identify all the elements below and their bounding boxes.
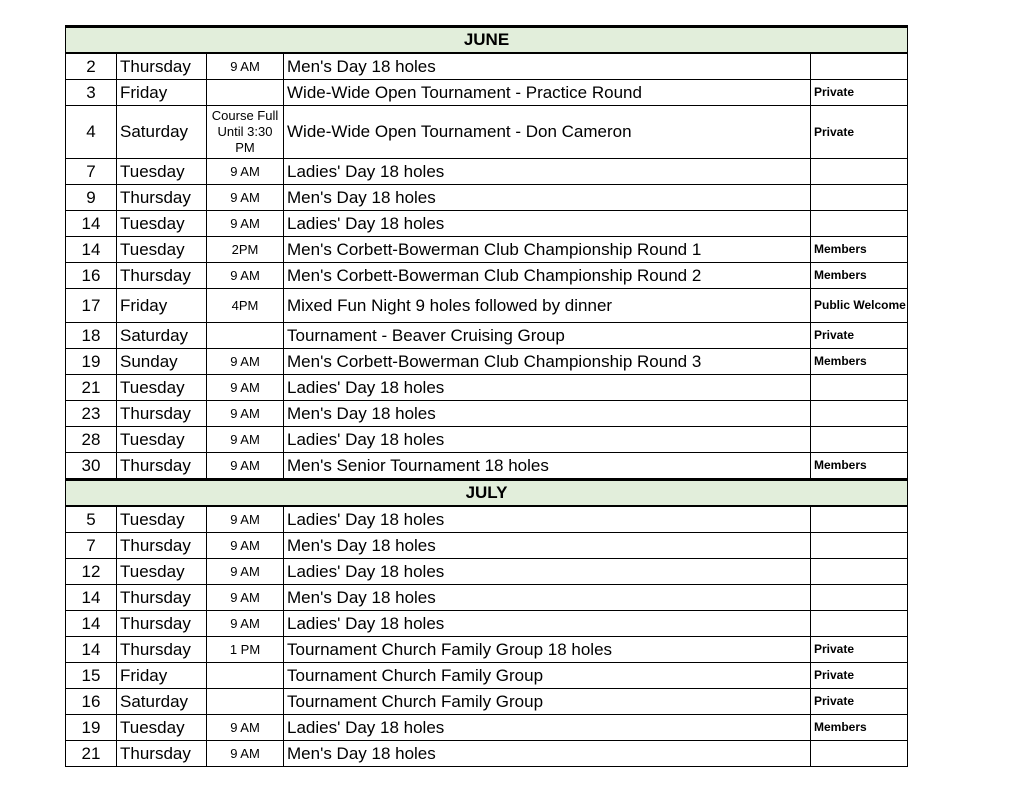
day-cell: 12 (66, 559, 117, 585)
time-cell: 9 AM (207, 401, 284, 427)
day-cell: 30 (66, 453, 117, 480)
status-cell: Private (811, 106, 908, 159)
time-cell: 9 AM (207, 533, 284, 559)
status-cell: Private (811, 637, 908, 663)
weekday-cell: Thursday (117, 53, 207, 80)
day-cell: 14 (66, 611, 117, 637)
event-cell: Men's Day 18 holes (284, 533, 811, 559)
event-cell: Men's Corbett-Bowerman Club Championship Round 1 (284, 237, 811, 263)
day-cell: 7 (66, 159, 117, 185)
weekday-cell: Friday (117, 289, 207, 323)
time-cell: 9 AM (207, 427, 284, 453)
weekday-cell: Tuesday (117, 427, 207, 453)
status-cell (811, 741, 908, 767)
time-cell: 9 AM (207, 506, 284, 533)
time-cell (207, 80, 284, 106)
day-cell: 14 (66, 237, 117, 263)
status-cell: Members (811, 349, 908, 375)
table-row (66, 611, 908, 637)
time-cell: 9 AM (207, 263, 284, 289)
weekday-cell: Sunday (117, 349, 207, 375)
table-row (66, 741, 908, 767)
status-cell: Private (811, 323, 908, 349)
time-cell: Course Full Until 3:30 PM (207, 106, 284, 159)
status-cell: Private (811, 689, 908, 715)
table-row (66, 427, 908, 453)
time-cell: 9 AM (207, 53, 284, 80)
time-cell: 1 PM (207, 637, 284, 663)
time-cell: 4PM (207, 289, 284, 323)
time-cell: 9 AM (207, 375, 284, 401)
time-cell (207, 689, 284, 715)
time-cell: 2PM (207, 237, 284, 263)
table-row (66, 211, 908, 237)
time-cell: 9 AM (207, 585, 284, 611)
status-cell (811, 53, 908, 80)
day-cell: 7 (66, 533, 117, 559)
status-cell: Members (811, 453, 908, 480)
weekday-cell: Tuesday (117, 559, 207, 585)
event-cell: Men's Day 18 holes (284, 741, 811, 767)
table-row (66, 323, 908, 349)
event-cell: Tournament - Beaver Cruising Group (284, 323, 811, 349)
weekday-cell: Thursday (117, 611, 207, 637)
event-cell: Men's Day 18 holes (284, 401, 811, 427)
time-cell: 9 AM (207, 559, 284, 585)
day-cell: 14 (66, 585, 117, 611)
table-row (66, 453, 908, 480)
event-schedule-table (65, 25, 908, 767)
day-cell: 15 (66, 663, 117, 689)
status-cell (811, 159, 908, 185)
day-cell: 17 (66, 289, 117, 323)
weekday-cell: Tuesday (117, 211, 207, 237)
month-header: JUNE (66, 27, 908, 54)
day-cell: 19 (66, 715, 117, 741)
table-row (66, 715, 908, 741)
table-row (66, 263, 908, 289)
day-cell: 21 (66, 375, 117, 401)
time-cell: 9 AM (207, 715, 284, 741)
time-cell: 9 AM (207, 185, 284, 211)
time-cell: 9 AM (207, 211, 284, 237)
status-cell (811, 533, 908, 559)
weekday-cell: Tuesday (117, 715, 207, 741)
status-cell (811, 506, 908, 533)
table-row (66, 289, 908, 323)
event-cell: Men's Senior Tournament 18 holes (284, 453, 811, 480)
weekday-cell: Thursday (117, 453, 207, 480)
time-cell (207, 663, 284, 689)
schedule-body (66, 27, 908, 767)
weekday-cell: Thursday (117, 185, 207, 211)
event-cell: Men's Day 18 holes (284, 53, 811, 80)
event-cell: Men's Day 18 holes (284, 185, 811, 211)
weekday-cell: Friday (117, 663, 207, 689)
status-cell (811, 185, 908, 211)
weekday-cell: Tuesday (117, 375, 207, 401)
day-cell: 9 (66, 185, 117, 211)
event-cell: Ladies' Day 18 holes (284, 559, 811, 585)
weekday-cell: Thursday (117, 533, 207, 559)
status-cell (811, 611, 908, 637)
status-cell: Public Welcome (811, 289, 908, 323)
event-cell: Tournament Church Family Group 18 holes (284, 637, 811, 663)
weekday-cell: Thursday (117, 637, 207, 663)
month-header-row (66, 27, 908, 54)
time-cell: 9 AM (207, 741, 284, 767)
status-cell: Members (811, 263, 908, 289)
table-row (66, 106, 908, 159)
day-cell: 4 (66, 106, 117, 159)
weekday-cell: Friday (117, 80, 207, 106)
event-cell: Men's Corbett-Bowerman Club Championship Round 2 (284, 263, 811, 289)
weekday-cell: Tuesday (117, 237, 207, 263)
table-row (66, 349, 908, 375)
time-cell: 9 AM (207, 159, 284, 185)
day-cell: 3 (66, 80, 117, 106)
table-row (66, 663, 908, 689)
status-cell: Private (811, 663, 908, 689)
table-row (66, 53, 908, 80)
month-header-row (66, 480, 908, 507)
table-row (66, 689, 908, 715)
status-cell (811, 427, 908, 453)
day-cell: 23 (66, 401, 117, 427)
table-row (66, 80, 908, 106)
day-cell: 18 (66, 323, 117, 349)
table-row (66, 237, 908, 263)
event-cell: Wide-Wide Open Tournament - Don Cameron (284, 106, 811, 159)
day-cell: 16 (66, 689, 117, 715)
event-cell: Ladies' Day 18 holes (284, 427, 811, 453)
event-cell: Ladies' Day 18 holes (284, 159, 811, 185)
event-cell: Tournament Church Family Group (284, 663, 811, 689)
day-cell: 28 (66, 427, 117, 453)
weekday-cell: Thursday (117, 585, 207, 611)
time-cell (207, 323, 284, 349)
day-cell: 14 (66, 637, 117, 663)
time-cell: 9 AM (207, 349, 284, 375)
event-cell: Wide-Wide Open Tournament - Practice Round (284, 80, 811, 106)
table-row (66, 637, 908, 663)
table-row (66, 185, 908, 211)
table-row (66, 401, 908, 427)
weekday-cell: Tuesday (117, 506, 207, 533)
status-cell (811, 211, 908, 237)
event-cell: Mixed Fun Night 9 holes followed by dinner (284, 289, 811, 323)
table-row (66, 375, 908, 401)
weekday-cell: Saturday (117, 323, 207, 349)
event-cell: Ladies' Day 18 holes (284, 611, 811, 637)
month-header: JULY (66, 480, 908, 507)
day-cell: 2 (66, 53, 117, 80)
status-cell (811, 585, 908, 611)
time-cell: 9 AM (207, 611, 284, 637)
event-cell: Men's Corbett-Bowerman Club Championship Round 3 (284, 349, 811, 375)
status-cell: Private (811, 80, 908, 106)
table-row (66, 533, 908, 559)
weekday-cell: Thursday (117, 263, 207, 289)
table-row (66, 506, 908, 533)
status-cell (811, 559, 908, 585)
event-cell: Ladies' Day 18 holes (284, 506, 811, 533)
day-cell: 14 (66, 211, 117, 237)
table-row (66, 559, 908, 585)
status-cell: Members (811, 715, 908, 741)
status-cell (811, 375, 908, 401)
status-cell (811, 401, 908, 427)
weekday-cell: Thursday (117, 741, 207, 767)
day-cell: 19 (66, 349, 117, 375)
table-row (66, 585, 908, 611)
event-cell: Men's Day 18 holes (284, 585, 811, 611)
event-cell: Tournament Church Family Group (284, 689, 811, 715)
table-row (66, 159, 908, 185)
day-cell: 5 (66, 506, 117, 533)
weekday-cell: Saturday (117, 689, 207, 715)
event-cell: Ladies' Day 18 holes (284, 375, 811, 401)
weekday-cell: Saturday (117, 106, 207, 159)
weekday-cell: Thursday (117, 401, 207, 427)
day-cell: 16 (66, 263, 117, 289)
weekday-cell: Tuesday (117, 159, 207, 185)
event-cell: Ladies' Day 18 holes (284, 715, 811, 741)
time-cell: 9 AM (207, 453, 284, 480)
event-cell: Ladies' Day 18 holes (284, 211, 811, 237)
status-cell: Members (811, 237, 908, 263)
day-cell: 21 (66, 741, 117, 767)
